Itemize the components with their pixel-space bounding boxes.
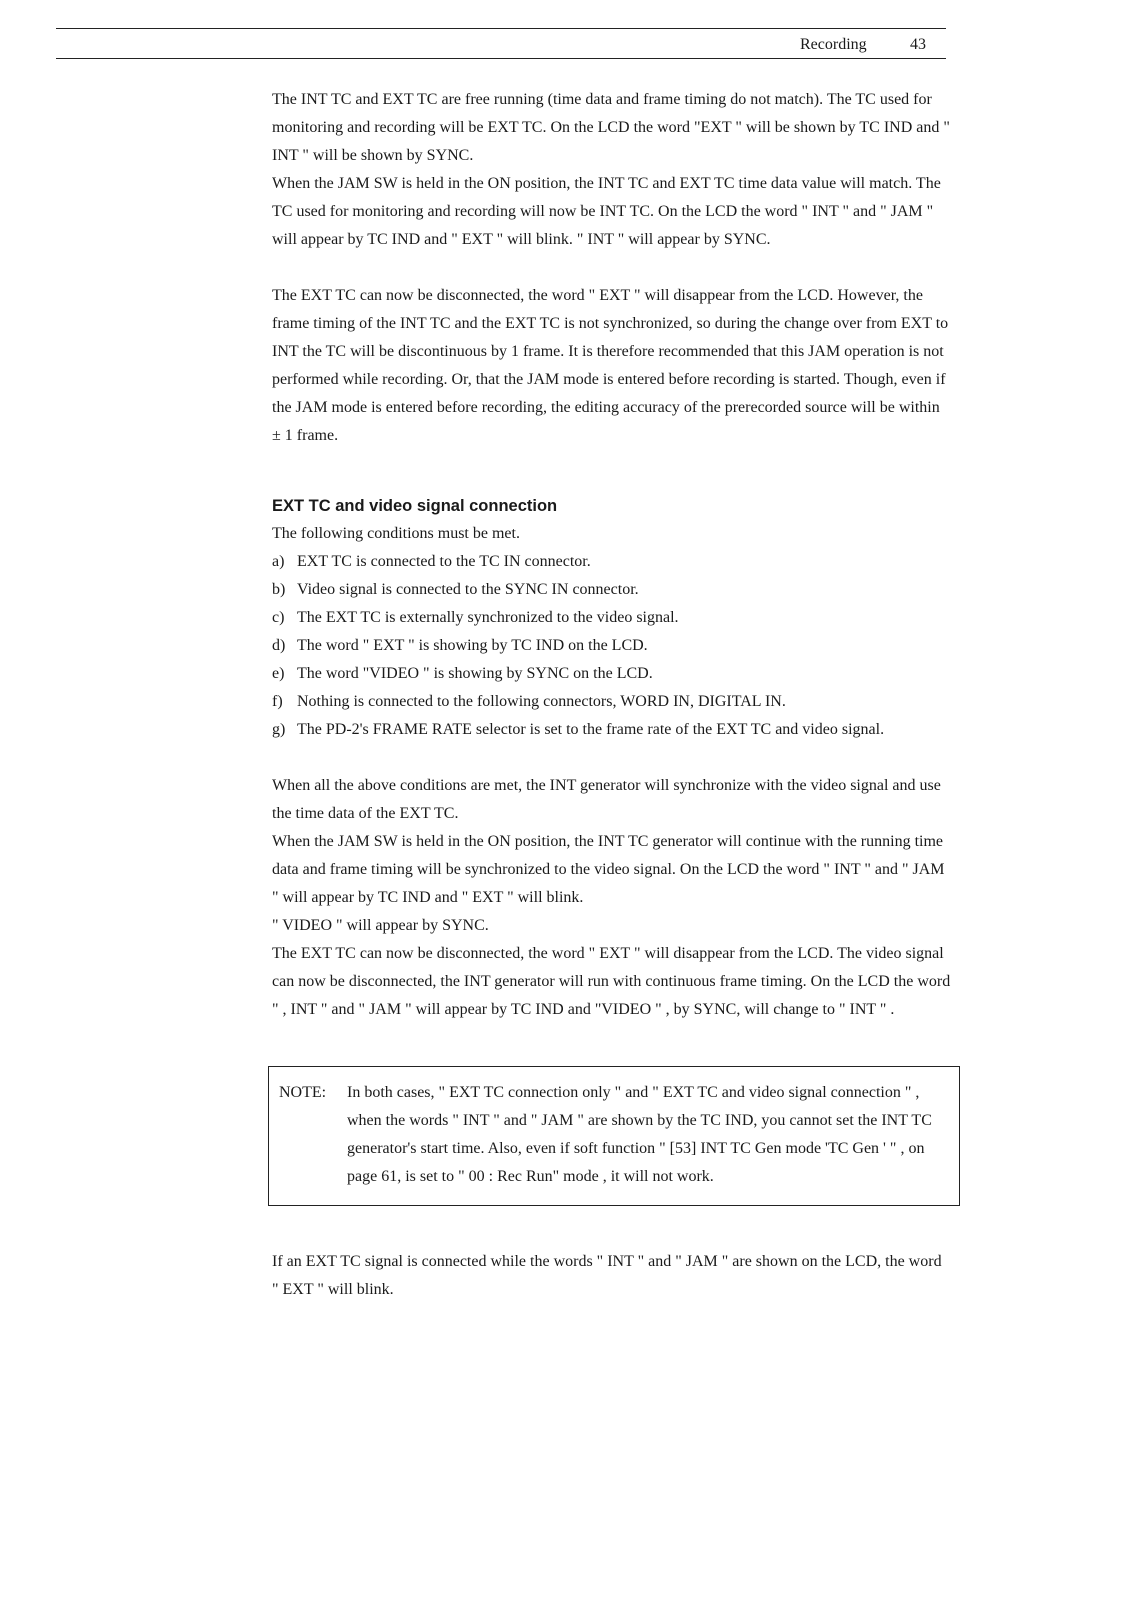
condition-letter: d) [272, 637, 286, 654]
section-heading: EXT TC and video signal connection [272, 497, 558, 515]
condition-letter: b) [272, 581, 286, 598]
header-bottom-rule [56, 58, 946, 59]
page-content [272, 86, 952, 1304]
condition-item [272, 716, 952, 744]
paragraph-video-sync: " VIDEO " will appear by SYNC. [272, 917, 489, 934]
condition-item [272, 660, 952, 688]
condition-letter: f) [272, 693, 283, 710]
condition-text: The EXT TC is externally synchronized to the video signal. [297, 609, 679, 626]
condition-item [272, 688, 952, 716]
paragraph-jam-sw: When the JAM SW is held in the ON position, the INT TC and EXT TC time data value will match. The TC used for monitoring and recording will now be INT TC. On the LCD the word " INT " and " JAM " will appear by TC IND and " EXT " will blink. " INT " will appear by SYNC. [272, 175, 941, 248]
conditions-list [272, 548, 952, 744]
condition-letter: e) [272, 665, 285, 682]
condition-item [272, 632, 952, 660]
note-label: NOTE: [279, 1084, 327, 1101]
paragraph-disconnect-video: The EXT TC can now be disconnected, the word " EXT " will disappear from the LCD. The video signal can now be disconnected, the INT generator will run with continuous frame timing. On the LCD the word " , INT " and " JAM " will appear by TC IND and "VIDEO " , by SYNC, will change to " INT " . [272, 945, 951, 1018]
condition-text: Nothing is connected to the following connectors, WORD IN, DIGITAL IN. [297, 693, 786, 710]
paragraph-conditions-met: When all the above conditions are met, the INT generator will synchronize with the video signal and use the time data of the EXT TC. [272, 777, 941, 822]
condition-text: The PD-2's FRAME RATE selector is set to the frame rate of the EXT TC and video signal. [297, 721, 885, 738]
section-intro: The following conditions must be met. [272, 525, 520, 542]
condition-text: EXT TC is connected to the TC IN connector. [297, 553, 591, 570]
condition-item [272, 548, 952, 576]
paragraph-free-running: The INT TC and EXT TC are free running (time data and frame timing do not match). The TC used for monitoring and recording will be EXT TC. On the LCD the word "EXT " will be shown by TC IND and " INT " will be shown by SYNC. [272, 91, 950, 164]
condition-letter: g) [272, 721, 286, 738]
condition-letter: c) [272, 609, 285, 626]
header-top-rule [56, 28, 946, 29]
note-box [268, 1066, 960, 1206]
condition-text: The word " EXT " is showing by TC IND on the LCD. [297, 637, 648, 654]
condition-item [272, 604, 952, 632]
condition-item [272, 576, 952, 604]
condition-text: The word "VIDEO " is showing by SYNC on the LCD. [297, 665, 653, 682]
paragraph-ext-blink: If an EXT TC signal is connected while the words " INT " and " JAM " are shown on the LCD, the word " EXT " will blink. [272, 1253, 942, 1298]
condition-letter: a) [272, 553, 285, 570]
paragraph-disconnect-ext: The EXT TC can now be disconnected, the word " EXT " will disappear from the LCD. However, the frame timing of the INT TC and the EXT TC is not synchronized, so during the change over from EXT to INT the TC will be discontinuous by 1 frame. It is therefore recommended that this JAM operation is not performed while recording. Or, that the JAM mode is entered before recording is started. Though, even if the JAM mode is entered before recording, the editing accuracy of the prerecorded source will be within ± 1 frame. [272, 287, 949, 444]
note-text: In both cases, " EXT TC connection only " and " EXT TC and video signal connection " , when the words " INT " and " JAM " are shown by the TC IND, you cannot set the INT TC generator's start time. Also, even if soft function " [53] INT TC Gen mode 'TC Gen ' " , on page 61, is set to " 00 : Rec Run" mode , it will not work. [347, 1084, 932, 1185]
page-number: 43 [910, 36, 926, 53]
condition-text: Video signal is connected to the SYNC IN connector. [297, 581, 639, 598]
running-header-title: Recording [800, 36, 867, 53]
paragraph-jam-sw-video: When the JAM SW is held in the ON position, the INT TC generator will continue with the running time data and frame timing will be synchronized to the video signal. On the LCD the word " INT " and " JAM " will appear by TC IND and " EXT " will blink. [272, 833, 945, 906]
